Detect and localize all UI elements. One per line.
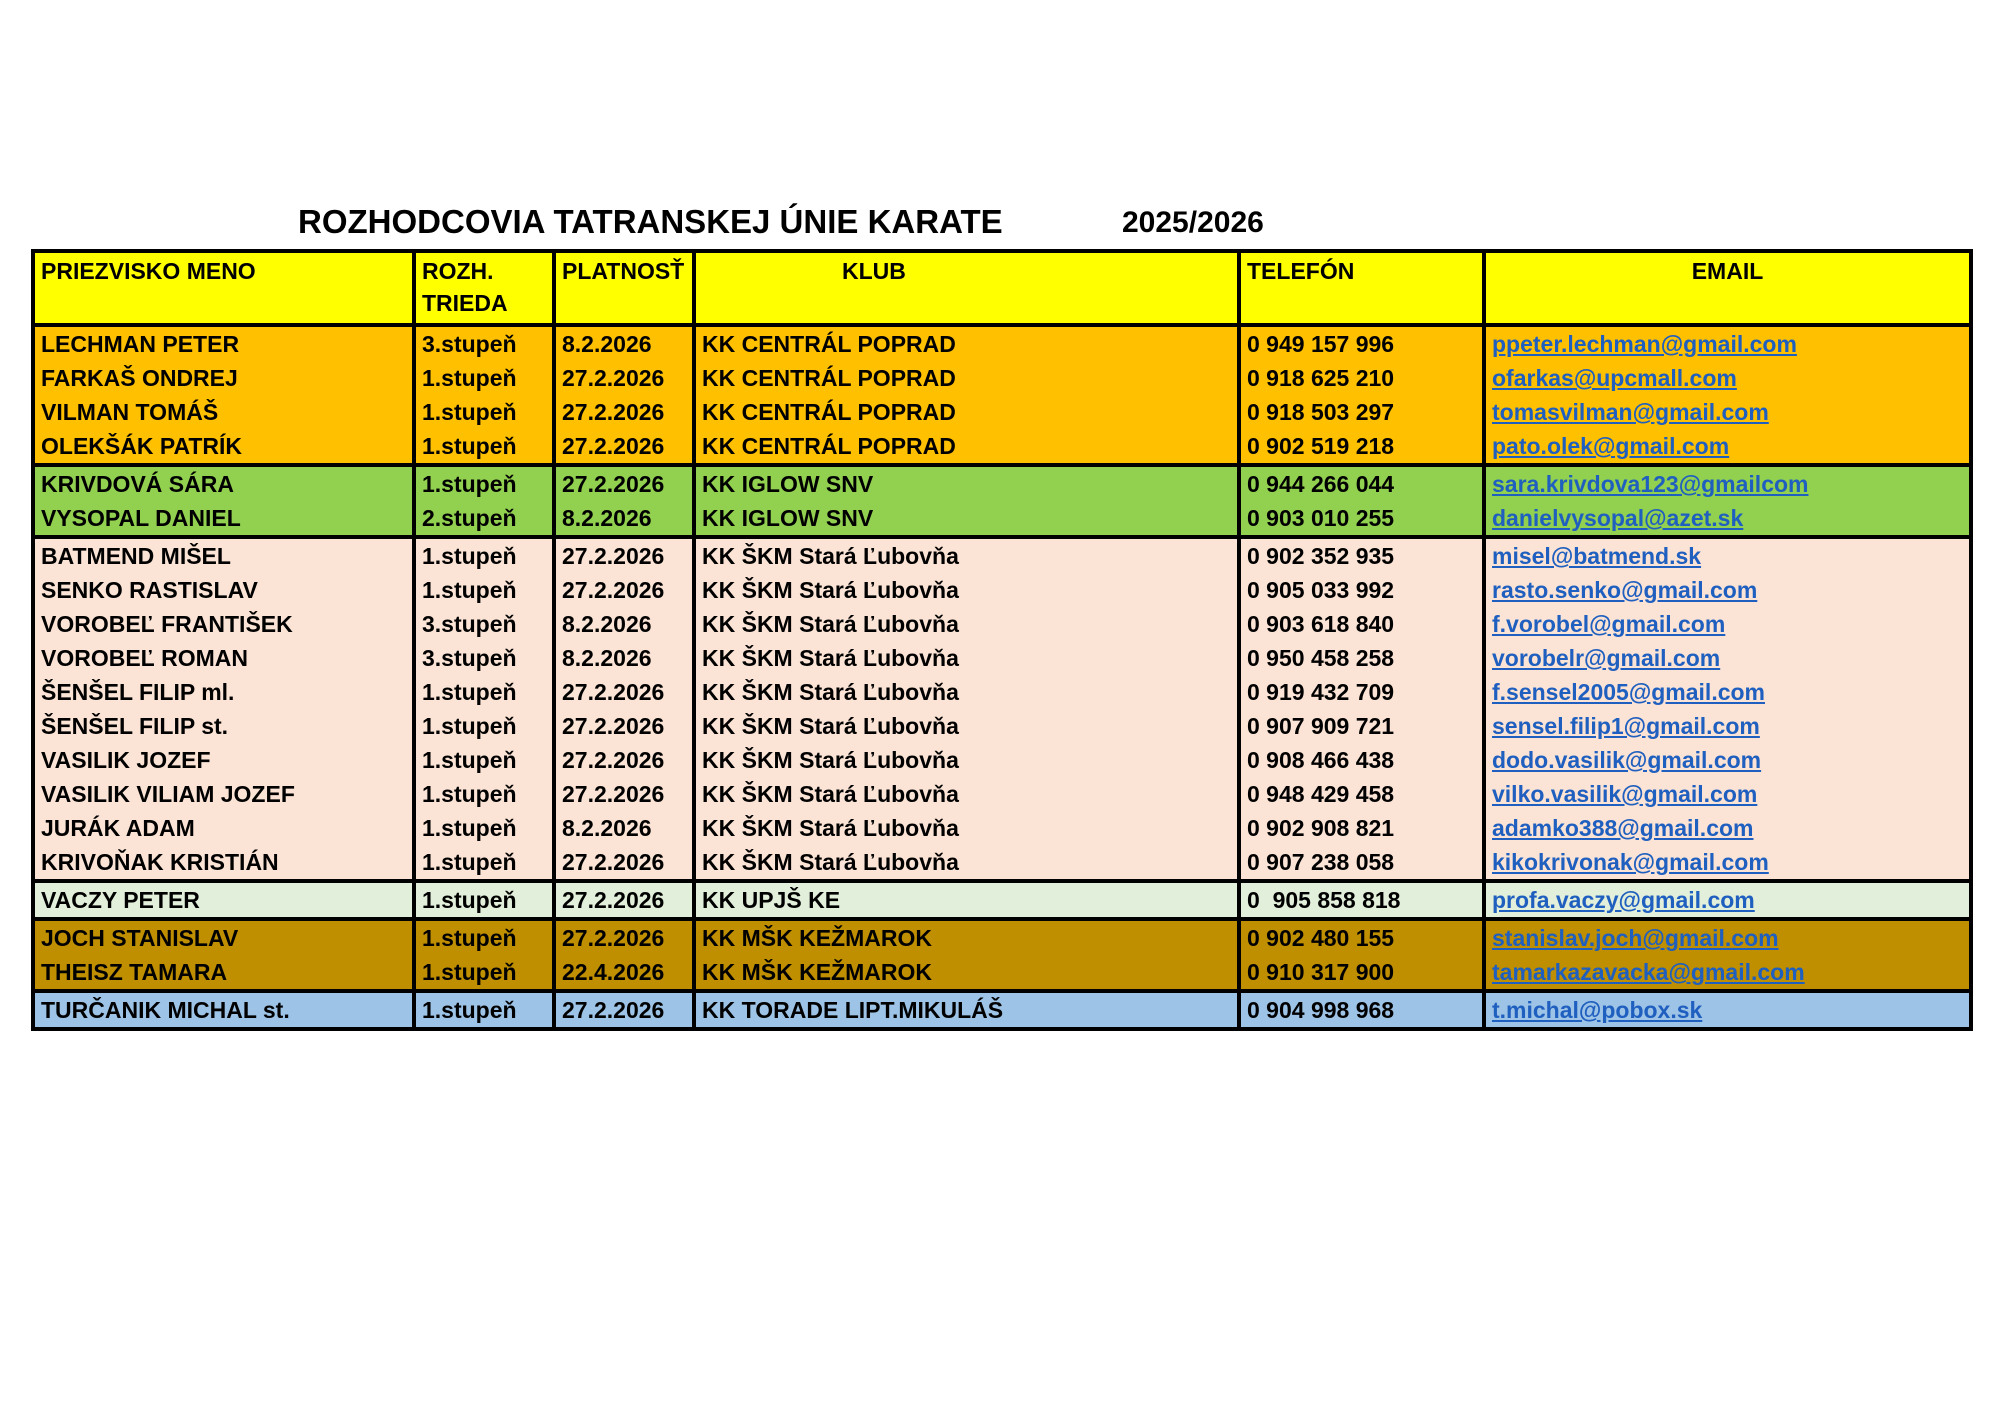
cell-name: VASILIK JOZEF [33,743,414,777]
cell-validity: 27.2.2026 [554,845,694,881]
email-link[interactable]: pato.olek@gmail.com [1492,433,1730,459]
cell-email [1484,991,1971,1029]
cell-club: KK ŠKM Stará Ľubovňa [694,811,1239,845]
table-header [33,251,1971,325]
cell-email [1484,777,1971,811]
cell-phone: 0 905 858 818 [1239,881,1484,919]
page-title: ROZHODCOVIA TATRANSKEJ ÚNIE KARATE [298,203,1003,240]
cell-rank: 1.stupeň [414,675,554,709]
cell-rank: 1.stupeň [414,573,554,607]
email-link[interactable]: tamarkazavacka@gmail.com [1492,959,1805,985]
table-row [33,429,1971,465]
cell-phone: 0 903 010 255 [1239,501,1484,537]
cell-rank: 1.stupeň [414,991,554,1029]
email-link[interactable]: dodo.vasilik@gmail.com [1492,747,1762,773]
cell-email [1484,675,1971,709]
email-link[interactable]: adamko388@gmail.com [1492,815,1754,841]
cell-club: KK CENTRÁL POPRAD [694,429,1239,465]
cell-email [1484,501,1971,537]
cell-club: KK CENTRÁL POPRAD [694,395,1239,429]
cell-name: BATMEND MIŠEL [33,537,414,573]
cell-rank: 1.stupeň [414,811,554,845]
cell-phone: 0 902 519 218 [1239,429,1484,465]
cell-validity: 27.2.2026 [554,991,694,1029]
cell-phone: 0 908 466 438 [1239,743,1484,777]
table-row [33,465,1971,501]
cell-email [1484,845,1971,881]
email-link[interactable]: profa.vaczy@gmail.com [1492,887,1755,913]
cell-validity: 27.2.2026 [554,675,694,709]
cell-email [1484,465,1971,501]
cell-rank: 1.stupeň [414,845,554,881]
cell-email [1484,429,1971,465]
cell-rank: 1.stupeň [414,743,554,777]
table-row [33,361,1971,395]
club-group-skm-stara-lubovna [33,537,1971,881]
cell-validity: 27.2.2026 [554,881,694,919]
season-label: 2025/2026 [1122,206,1264,239]
cell-name: ŠENŠEL FILIP st. [33,709,414,743]
cell-validity: 27.2.2026 [554,395,694,429]
cell-validity: 27.2.2026 [554,429,694,465]
header-name: PRIEZVISKO MENO [33,251,414,325]
cell-club: KK ŠKM Stará Ľubovňa [694,777,1239,811]
table-row [33,881,1971,919]
header-validity: PLATNOSŤ [554,251,694,325]
cell-name: JURÁK ADAM [33,811,414,845]
table-row [33,709,1971,743]
cell-name: TURČANIK MICHAL st. [33,991,414,1029]
cell-validity: 27.2.2026 [554,465,694,501]
cell-name: VACZY PETER [33,881,414,919]
table-row [33,537,1971,573]
header-phone: TELEFÓN [1239,251,1484,325]
cell-name: JOCH STANISLAV [33,919,414,955]
cell-name: SENKO RASTISLAV [33,573,414,607]
cell-club: KK IGLOW SNV [694,465,1239,501]
cell-rank: 1.stupeň [414,709,554,743]
cell-rank: 1.stupeň [414,465,554,501]
cell-validity: 8.2.2026 [554,811,694,845]
club-group-upjs-ke [33,881,1971,919]
cell-name: KRIVDOVÁ SÁRA [33,465,414,501]
cell-phone: 0 902 352 935 [1239,537,1484,573]
email-link[interactable]: kikokrivonak@gmail.com [1492,849,1769,875]
cell-validity: 27.2.2026 [554,777,694,811]
email-link[interactable]: vorobelr@gmail.com [1492,645,1721,671]
cell-phone: 0 949 157 996 [1239,325,1484,361]
table-row [33,573,1971,607]
cell-validity: 8.2.2026 [554,641,694,675]
cell-club: KK ŠKM Stará Ľubovňa [694,573,1239,607]
cell-validity: 27.2.2026 [554,573,694,607]
cell-email [1484,641,1971,675]
table-row [33,811,1971,845]
cell-email [1484,811,1971,845]
cell-rank: 1.stupeň [414,361,554,395]
cell-name: FARKAŠ ONDREJ [33,361,414,395]
cell-club: KK UPJŠ KE [694,881,1239,919]
cell-validity: 27.2.2026 [554,361,694,395]
cell-email [1484,919,1971,955]
email-link[interactable]: danielvysopal@azet.sk [1492,505,1744,531]
cell-validity: 27.2.2026 [554,709,694,743]
cell-club: KK IGLOW SNV [694,501,1239,537]
cell-rank: 1.stupeň [414,537,554,573]
cell-phone: 0 910 317 900 [1239,955,1484,991]
cell-email [1484,881,1971,919]
cell-name: LECHMAN PETER [33,325,414,361]
table-row [33,325,1971,361]
cell-club: KK ŠKM Stará Ľubovňa [694,607,1239,641]
cell-phone: 0 907 909 721 [1239,709,1484,743]
cell-club: KK ŠKM Stará Ľubovňa [694,845,1239,881]
cell-name: ŠENŠEL FILIP ml. [33,675,414,709]
table-row [33,919,1971,955]
cell-validity: 8.2.2026 [554,325,694,361]
cell-club: KK MŠK KEŽMAROK [694,955,1239,991]
cell-validity: 8.2.2026 [554,501,694,537]
email-link[interactable]: vilko.vasilik@gmail.com [1492,781,1758,807]
header-rank [414,251,554,325]
table-row [33,501,1971,537]
email-link[interactable]: ppeter.lechman@gmail.com [1492,331,1797,357]
cell-email [1484,955,1971,991]
cell-name: VASILIK VILIAM JOZEF [33,777,414,811]
table-row [33,641,1971,675]
email-link[interactable]: t.michal@pobox.sk [1492,997,1703,1023]
email-link[interactable]: ofarkas@upcmall.com [1492,365,1737,391]
cell-email [1484,709,1971,743]
club-group-iglow-snv [33,465,1971,537]
cell-club: KK MŠK KEŽMAROK [694,919,1239,955]
cell-club: KK CENTRÁL POPRAD [694,325,1239,361]
cell-validity: 27.2.2026 [554,919,694,955]
cell-email [1484,537,1971,573]
cell-phone: 0 918 625 210 [1239,361,1484,395]
email-link[interactable]: tomasvilman@gmail.com [1492,399,1769,425]
cell-rank: 1.stupeň [414,777,554,811]
cell-rank: 1.stupeň [414,881,554,919]
cell-name: OLEKŠÁK PATRÍK [33,429,414,465]
table-row [33,607,1971,641]
table-row [33,743,1971,777]
email-link[interactable]: f.sensel2005@gmail.com [1492,679,1766,705]
table-row [33,395,1971,429]
cell-phone: 0 904 998 968 [1239,991,1484,1029]
cell-rank: 1.stupeň [414,429,554,465]
cell-phone: 0 950 458 258 [1239,641,1484,675]
header-row [33,251,1971,325]
cell-club: KK TORADE LIPT.MIKULÁŠ [694,991,1239,1029]
cell-name: VILMAN TOMÁŠ [33,395,414,429]
cell-validity: 27.2.2026 [554,743,694,777]
cell-phone: 0 903 618 840 [1239,607,1484,641]
cell-email [1484,395,1971,429]
referee-table [31,249,1973,1031]
cell-email [1484,325,1971,361]
cell-club: KK ŠKM Stará Ľubovňa [694,709,1239,743]
cell-phone: 0 918 503 297 [1239,395,1484,429]
email-link[interactable]: sensel.filip1@gmail.com [1492,713,1760,739]
cell-email [1484,607,1971,641]
header-club: KLUB [694,251,1239,325]
email-link[interactable]: misel@batmend.sk [1492,543,1702,569]
cell-name: THEISZ TAMARA [33,955,414,991]
table-row [33,777,1971,811]
cell-validity: 27.2.2026 [554,537,694,573]
header-rank-line1: ROZH. [422,258,494,284]
table-row [33,845,1971,881]
cell-phone: 0 948 429 458 [1239,777,1484,811]
cell-name: VYSOPAL DANIEL [33,501,414,537]
cell-rank: 2.stupeň [414,501,554,537]
cell-club: KK ŠKM Stará Ľubovňa [694,675,1239,709]
table-row [33,675,1971,709]
email-link[interactable]: f.vorobel@gmail.com [1492,611,1726,637]
table-row [33,991,1971,1029]
club-group-msk-kezmarok [33,919,1971,991]
cell-rank: 1.stupeň [414,919,554,955]
cell-club: KK ŠKM Stará Ľubovňa [694,743,1239,777]
email-link[interactable]: stanislav.joch@gmail.com [1492,925,1779,951]
email-link[interactable]: sara.krivdova123@gmailcom [1492,471,1809,497]
cell-club: KK CENTRÁL POPRAD [694,361,1239,395]
cell-phone: 0 944 266 044 [1239,465,1484,501]
cell-rank: 3.stupeň [414,325,554,361]
cell-name: KRIVOŇAK KRISTIÁN [33,845,414,881]
club-group-central-poprad [33,325,1971,465]
cell-name: VOROBEĽ ROMAN [33,641,414,675]
cell-club: KK ŠKM Stará Ľubovňa [694,537,1239,573]
cell-phone: 0 902 908 821 [1239,811,1484,845]
cell-validity: 22.4.2026 [554,955,694,991]
cell-phone: 0 919 432 709 [1239,675,1484,709]
cell-email [1484,743,1971,777]
header-rank-line2: TRIEDA [422,290,508,316]
cell-email [1484,573,1971,607]
cell-phone: 0 907 238 058 [1239,845,1484,881]
table-row [33,955,1971,991]
club-group-torade-lipt-mikulas [33,991,1971,1029]
cell-club: KK ŠKM Stará Ľubovňa [694,641,1239,675]
cell-rank: 3.stupeň [414,607,554,641]
header-email: EMAIL [1484,251,1971,325]
cell-name: VOROBEĽ FRANTIŠEK [33,607,414,641]
email-link[interactable]: rasto.senko@gmail.com [1492,577,1758,603]
cell-phone: 0 905 033 992 [1239,573,1484,607]
cell-email [1484,361,1971,395]
cell-validity: 8.2.2026 [554,607,694,641]
cell-phone: 0 902 480 155 [1239,919,1484,955]
cell-rank: 1.stupeň [414,395,554,429]
cell-rank: 1.stupeň [414,955,554,991]
cell-rank: 3.stupeň [414,641,554,675]
